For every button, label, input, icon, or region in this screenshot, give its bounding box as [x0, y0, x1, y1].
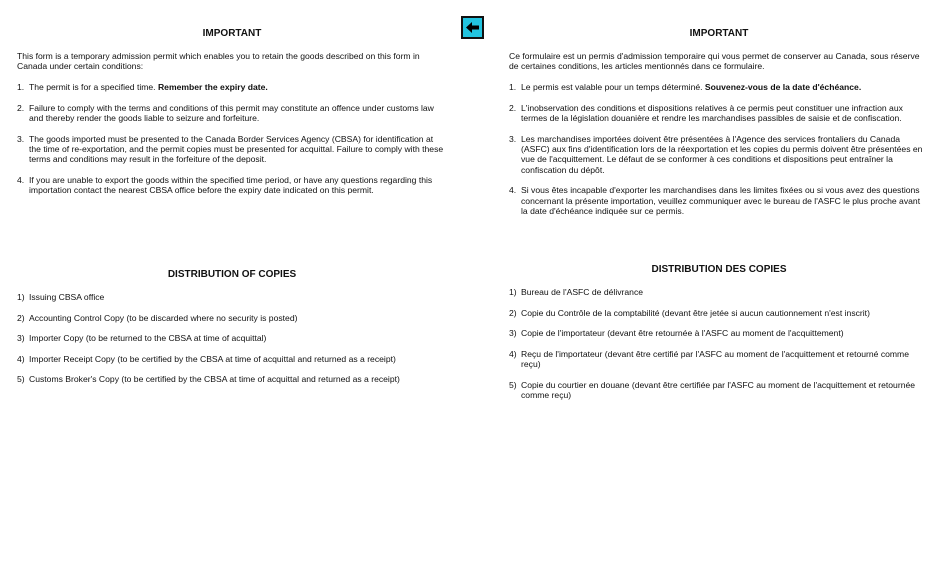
important-title-fr: IMPORTANT: [689, 28, 749, 39]
important-list-en: [17, 82, 447, 206]
list-item: 5) Copie du courtier en douane (devant être certifiée par l'ASFC au moment de l'acquittement et retournée comme reçu): [509, 379, 916, 401]
list-item: 1) Issuing CBSA office: [17, 292, 105, 302]
list-item: 3. Les marchandises importées doivent être présentées à l'Agence des services frontaliers du Canada (ASFC) aux fins d'identification lors de la réexportation et les copies du permis doivent être présentées en vue de l'acquittement. Le défaut de se conformer à ces conditions et dispositions peut entraîner la confiscation du dépôt.: [509, 133, 923, 175]
important-list-fr: [509, 82, 929, 227]
list-item: 4) Reçu de l'importateur (devant être certifié par l'ASFC au moment de l'acquittement et retourné comme reçu): [509, 348, 909, 370]
list-item: 5) Customs Broker's Copy (to be certified by the CBSA at time of acquittal and returned as a receipt): [17, 374, 400, 385]
list-item: 4. Si vous êtes incapable d'exporter les marchandises dans les limites fixées ou si vous avez des questions concernant la présente importation, veuillez communiquer avec le bureau de l'ASFC le plus proche avant la date d'échéance indiquée sur ce permis.: [509, 185, 921, 217]
list-item: 3. The goods imported must be presented to the Canada Border Services Agency (CBSA) for identification at the time of re-exportation, and the permit copies must be presented for acquittal. Failure to comply with these terms and conditions may result in the forfeiture of the deposit.: [17, 133, 444, 165]
list-item: 2) Accounting Control Copy (to be discarded where no security is posted): [17, 312, 298, 323]
list-item: 3) Importer Copy (to be returned to the CBSA at time of acquittal): [17, 333, 267, 344]
list-item: 1. The permit is for a specified time. Remember the expiry date.: [17, 82, 268, 92]
list-item: 2. Failure to comply with the terms and conditions of this permit may constitute an offence under customs law and thereby render the goods liable to seizure and forfeiture.: [17, 102, 434, 123]
list-item: 2) Copie du Contrôle de la comptabilité (devant être jetée si aucun cautionnement n'est inscrit): [509, 307, 870, 318]
intro-text-en: This form is a temporary admission permit which enables you to retain the goods described on this form in Canada under certain conditions:: [17, 51, 420, 72]
list-item: 2. L'inobservation des conditions et dispositions relatives à ce permis peut constituer une infraction aux termes de la législation douanière et rendre les marchandises passibles de saisie et de confiscation.: [509, 102, 903, 123]
list-item: 3) Copie de l'importateur (devant être retournée à l'ASFC au moment de l'acquittement): [509, 328, 844, 339]
distribution-list-fr: [509, 287, 929, 411]
important-title-en: IMPORTANT: [202, 28, 262, 39]
distribution-title-fr: DISTRIBUTION DES COPIES: [651, 264, 787, 275]
left-arrow-icon: [463, 18, 482, 37]
list-item: 1) Bureau de l'ASFC de délivrance: [509, 287, 644, 297]
list-item: 4) Importer Receipt Copy (to be certified by the CBSA at time of acquittal and returned as a receipt): [17, 353, 396, 364]
intro-text-fr: Ce formulaire est un permis d'admission temporaire qui vous permet de conserver au Canada, sous réserve de certaines conditions, les articles mentionnés dans ce formulaire.: [509, 51, 920, 72]
distribution-list-en: [17, 292, 447, 395]
back-button[interactable]: [461, 16, 484, 39]
list-item: 4. If you are unable to export the goods within the specified time period, or have any questions regarding this importation contact the nearest CBSA office before the expiry date indicated on this permit.: [17, 175, 433, 196]
distribution-title-en: DISTRIBUTION OF COPIES: [167, 269, 297, 280]
list-item: 1. Le permis est valable pour un temps déterminé. Souvenez-vous de la date d'échéance.: [509, 82, 862, 92]
